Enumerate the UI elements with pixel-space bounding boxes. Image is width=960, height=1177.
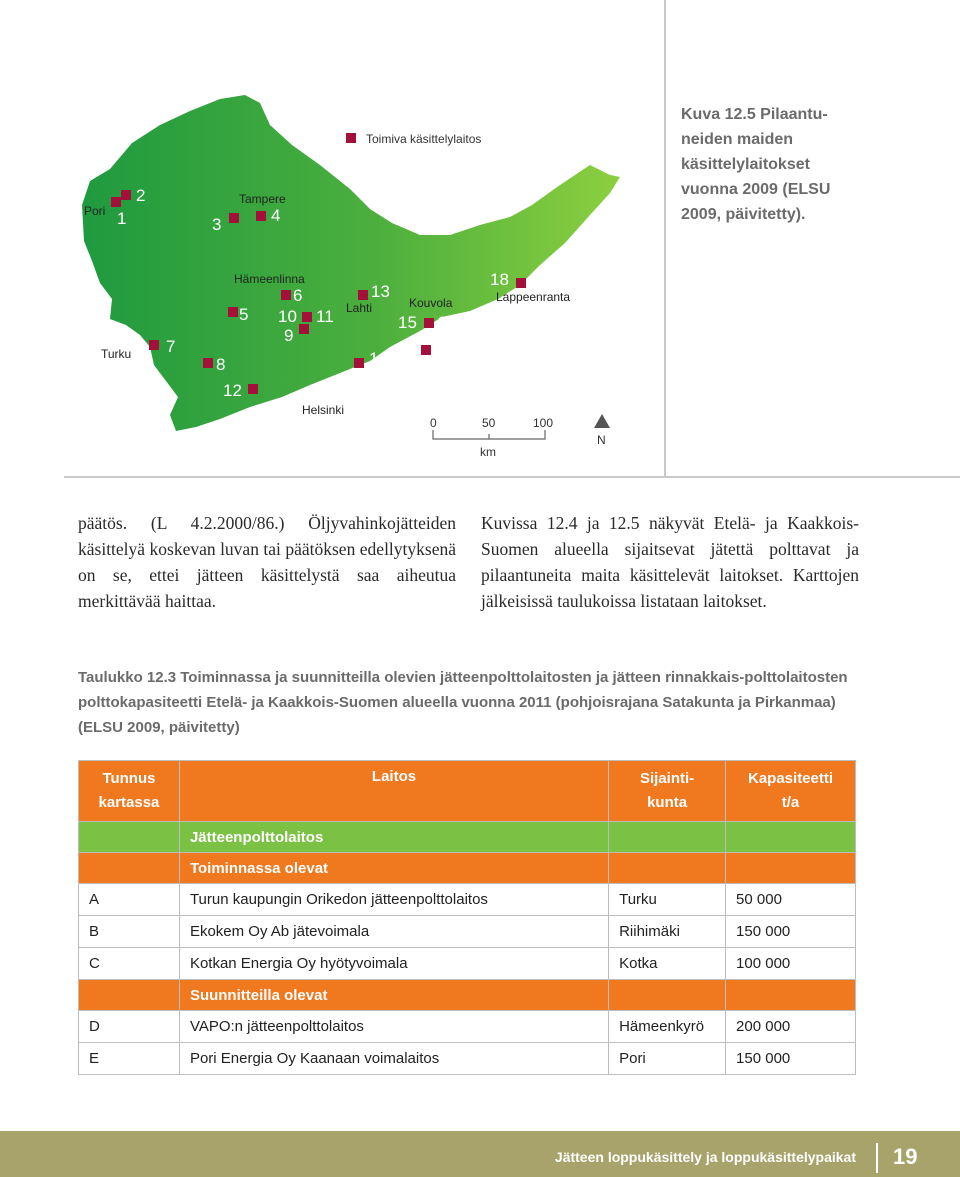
header-capacity: Kapasiteetti t/a [726,761,856,822]
site-number: 2 [136,186,146,205]
site-number: 13 [371,282,390,301]
site-number: 6 [293,286,303,305]
section-label: Jätteenpolttolaitos [179,822,608,853]
site-marker [358,290,368,300]
site-marker [281,290,291,300]
site-number: 10 [278,307,297,326]
scale-tick-50: 50 [482,416,496,430]
site-number: 7 [166,337,176,356]
figure-caption: Kuva 12.5 Pilaantu-neiden maiden käsittelylaitokset vuonna 2009 (ELSU 2009, päivitetty). [681,106,831,223]
site-number: 3 [212,215,222,234]
body-paragraph-right: Kuvissa 12.4 ja 12.5 näkyvät Etelä- ja Kaakkois-Suomen alueella sijaitsevat jätettä polttavat ja pilaantuneita maita käsittelevät laitokset. Karttojen jälkeisissä taulukoissa listataan laitokset. [481,513,859,611]
scale-unit: km [480,445,496,459]
site-marker [121,190,131,200]
site-marker [248,384,258,394]
site-number: 8 [216,355,226,374]
table-title: Taulukko 12.3 Toiminnassa ja suunnitteilla olevien jätteenpolttolaitosten ja jätteen rinnakkais-polttolaitosten polttokapasiteetti Etelä- ja Kaakkois-Suomen alueella vuonna 2011 (pohjoisrajana Satakunta ja Pirkanmaa) (ELSU 2009, päivitetty) [78,669,848,736]
city-label-tampere: Tampere [239,192,286,206]
page-footer [0,1131,960,1177]
site-number: 15 [398,313,417,332]
site-marker [354,358,364,368]
legend-label: Toimiva käsittelylaitos [366,132,482,146]
site-number: 12 [223,381,242,400]
city-label-pori: Pori [84,204,106,218]
body-paragraph-left: päätös. (L 4.2.2000/86.) Öljyvahinkojätteiden käsittelyä koskevan luvan tai päätöksen edellytyksenä on se, ettei jätteen käsittelystä saa aiheutua merkittävää haittaa. [78,513,456,611]
section-label: Suunnitteilla olevat [179,980,608,1011]
header-id: Tunnus kartassa [79,761,180,822]
site-marker [203,358,213,368]
site-number: 9 [284,326,294,345]
capacity-table [78,760,856,1075]
site-marker [516,278,526,288]
site-marker [229,213,239,223]
header-plant: Laitos [179,761,608,822]
site-marker [256,211,266,221]
north-arrow-icon [593,413,611,429]
table-row: B Ekokem Oy Ab jätevoimala Riihimäki 150 000 [79,916,856,948]
site-marker [111,197,121,207]
table-row: C Kotkan Energia Oy hyötyvoimala Kotka 100 000 [79,948,856,980]
site-marker [421,345,431,355]
footer-divider [876,1143,878,1173]
section-row-planned [79,980,856,1011]
legend-marker [346,133,356,143]
body-column-right [481,510,859,614]
site-number: 18 [490,270,509,289]
site-number: 5 [239,305,249,324]
site-number: 14 [369,349,388,368]
site-number: 1 [117,209,127,228]
site-number: 11 [316,307,334,326]
city-label-helsinki: Helsinki [302,403,345,417]
scale-tick-0: 0 [430,416,437,430]
site-number: 16 [437,313,456,332]
body-column-left [78,510,456,614]
scale-bar [430,430,550,442]
city-label-lahti: Lahti [346,301,373,315]
figure-divider-horizontal [64,476,960,478]
site-marker [228,307,238,317]
city-label-hameenlinna: Hämeenlinna [234,272,305,286]
site-marker [302,312,312,322]
table-header-row [79,761,856,822]
section-row-main [79,822,856,853]
city-label-lappeenranta: Lappeenranta [496,290,571,304]
footer-title: Jätteen loppukäsittely ja loppukäsittelypaikat [554,1149,856,1165]
table-row: A Turun kaupungin Orikedon jätteenpolttolaitos Turku 50 000 [79,884,856,916]
north-label: N [597,433,606,447]
header-municipality: Sijainti- kunta [609,761,726,822]
site-marker [424,318,434,328]
section-label: Toiminnassa olevat [179,853,608,884]
land-area [82,95,620,431]
site-number: 17 [436,336,455,355]
figure-divider-vertical [664,0,666,478]
table-row: E Pori Energia Oy Kaanaan voimalaitos Pori 150 000 [79,1043,856,1075]
site-marker [299,324,309,334]
city-label-kouvola: Kouvola [409,296,453,310]
table-row: D VAPO:n jätteenpolttolaitos Hämeenkyrö 200 000 [79,1011,856,1043]
city-label-turku: Turku [101,347,132,361]
site-number: 4 [271,206,281,225]
section-row-active [79,853,856,884]
page-number: 19 [893,1144,918,1169]
site-marker [149,340,159,350]
scale-tick-100: 100 [533,416,554,430]
